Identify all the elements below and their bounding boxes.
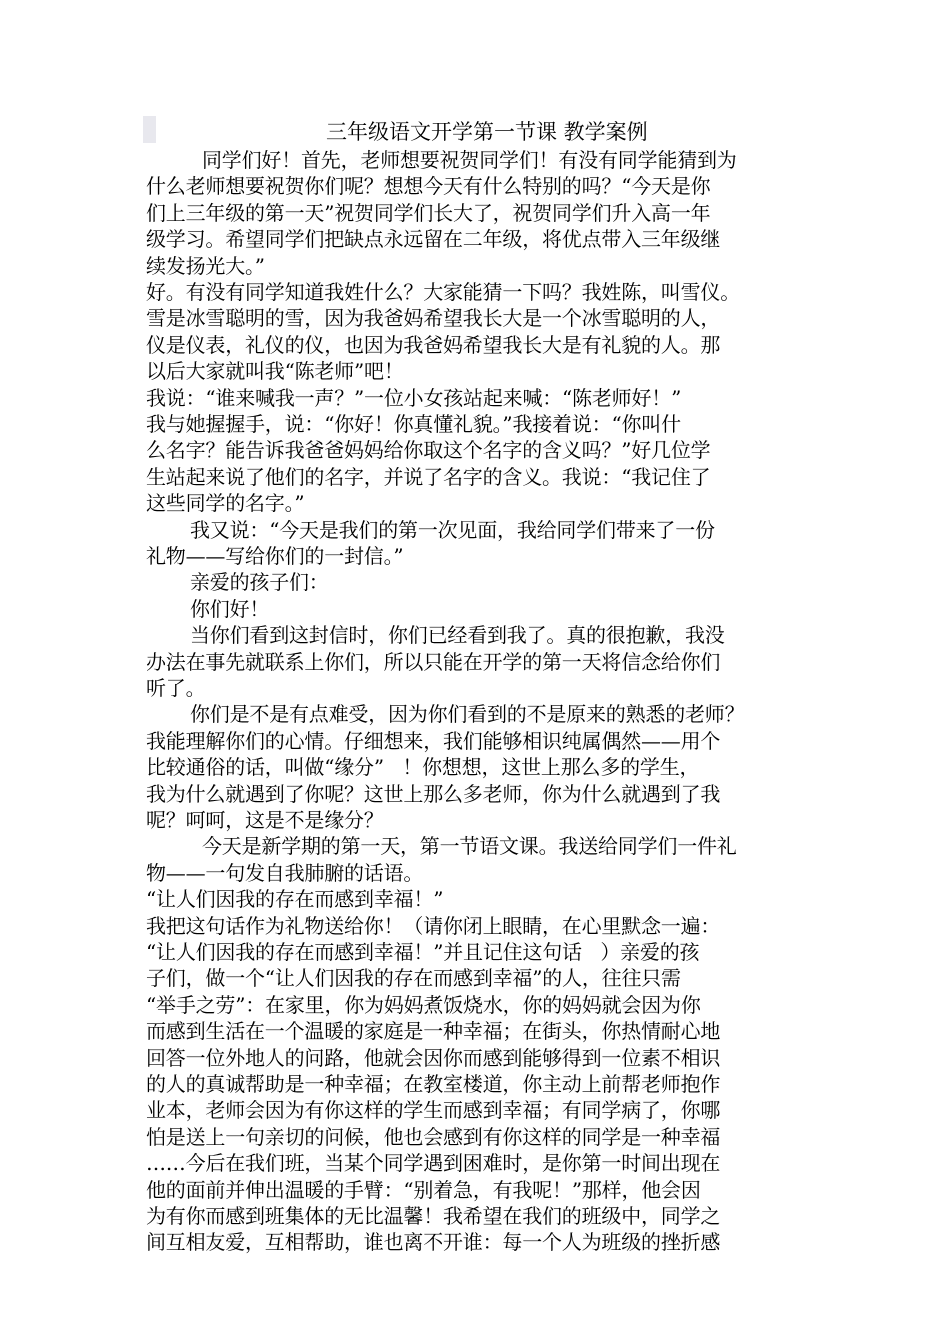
text-line: 你们好！: [190, 596, 270, 621]
text-line: 亲爱的孩子们：: [190, 570, 329, 595]
text-line: 他的面前并伸出温暖的手臂：“别着急，有我呢！”那样，他会因: [146, 1177, 701, 1202]
text-line: 你们是不是有点难受，因为你们看到的不是原来的熟悉的老师？: [190, 702, 745, 727]
document-title: 三年级语文开学第一节课 教学案例: [326, 120, 648, 144]
text-line: 而感到生活在一个温暖的家庭是一种幸福；在街头，你热情耐心地: [146, 1019, 721, 1044]
text-line: “举手之劳”：在家里，你为妈妈煮饭烧水，你的妈妈就会因为你: [146, 992, 701, 1017]
text-line: 礼物——写给你们的一封信。”: [146, 544, 404, 568]
text-line: 呢？呵呵，这是不是缘分？: [146, 808, 384, 832]
text-line: 仪是仪表，礼仪的仪，也因为我爸妈希望我长大是有礼貌的人。那: [146, 332, 721, 357]
text-line: 物——一句发自我肺腑的话语。: [146, 860, 424, 885]
text-line: 我又说：“今天是我们的第一次见面，我给同学们带来了一份: [190, 517, 715, 542]
text-line: 比较通俗的话，叫做“缘分” ！你想想，这世上那么多的学生，: [146, 755, 700, 780]
text-line: 我能理解你们的心情。仔细想来，我们能够相识纯属偶然——用个: [146, 728, 721, 753]
text-line: 什么老师想要祝贺你们呢？想想今天有什么特别的吗？“今天是你: [146, 174, 711, 199]
text-line: “让人们因我的存在而感到幸福！”: [146, 887, 444, 912]
text-line: “让人们因我的存在而感到幸福！”并且记住这句话 ）亲爱的孩: [146, 940, 700, 964]
text-line: 办法在事先就联系上你们，所以只能在开学的第一天将信念给你们: [146, 649, 721, 674]
text-line: 么名字？能告诉我爸爸妈妈给你取这个名字的含义吗？”好几位学: [146, 438, 711, 463]
text-line: 我与她握握手，说：“你好！你真懂礼貌。”我接着说：“你叫什: [146, 412, 681, 436]
text-line: 业本，老师会因为有你这样的学生而感到幸福；有同学病了，你哪: [146, 1098, 721, 1123]
text-line: 回答一位外地人的问路，他就会因你而感到能够得到一位素不相识: [146, 1045, 721, 1070]
text-line: 生站起来说了他们的名字，并说了名字的含义。我说：“我记住了: [146, 464, 711, 489]
text-line: 的人的真诚帮助是一种幸福；在教室楼道，你主动上前帮老师抱作: [146, 1072, 721, 1096]
text-line: 以后大家就叫我“陈老师”吧！: [146, 359, 404, 384]
text-line: 听了。: [146, 676, 206, 700]
text-line: 我把这句话作为礼物送给你！（请你闭上眼睛，在心里默念一遍：: [146, 913, 721, 938]
text-line: 这些同学的名字。”: [146, 491, 305, 516]
text-line: 间互相友爱，互相帮助，谁也离不开谁：每一个人为班级的挫折感: [146, 1230, 721, 1255]
text-line: 续发扬光大。”: [146, 253, 265, 278]
text-line: 当你们看到这封信时，你们已经看到我了。真的很抱歉，我没: [190, 623, 725, 648]
section-marker: [143, 116, 156, 143]
text-line: 今天是新学期的第一天，第一节语文课。我送给同学们一件礼: [202, 834, 737, 859]
text-line: ……今后在我们班，当某个同学遇到困难时，是你第一时间出现在: [146, 1151, 721, 1176]
text-line: 子们，做一个“让人们因我的存在而感到幸福”的人，往往只需: [146, 966, 681, 991]
text-line: 我说：“谁来喊我一声？”一位小女孩站起来喊：“陈老师好！”: [146, 385, 682, 410]
text-line: 我为什么就遇到了你呢？这世上那么多老师，你为什么就遇到了我: [146, 781, 721, 806]
text-line: 好。有没有同学知道我姓什么？大家能猜一下吗？我姓陈，叫雪仪。: [146, 280, 740, 304]
text-line: 怕是送上一句亲切的问候，他也会感到有你这样的同学是一种幸福: [146, 1124, 721, 1149]
text-line: 同学们好！首先，老师想要祝贺同学们！有没有同学能猜到为: [202, 148, 737, 172]
text-line: 级学习。希望同学们把缺点永远留在二年级，将优点带入三年级继: [146, 227, 721, 252]
text-line: 们上三年级的第一天”祝贺同学们长大了，祝贺同学们升入高一年: [146, 200, 711, 225]
text-line: 雪是冰雪聪明的雪，因为我爸妈希望我长大是一个冰雪聪明的人，: [146, 306, 721, 331]
text-line: 为有你而感到班集体的无比温馨！我希望在我们的班级中，同学之: [146, 1204, 721, 1228]
